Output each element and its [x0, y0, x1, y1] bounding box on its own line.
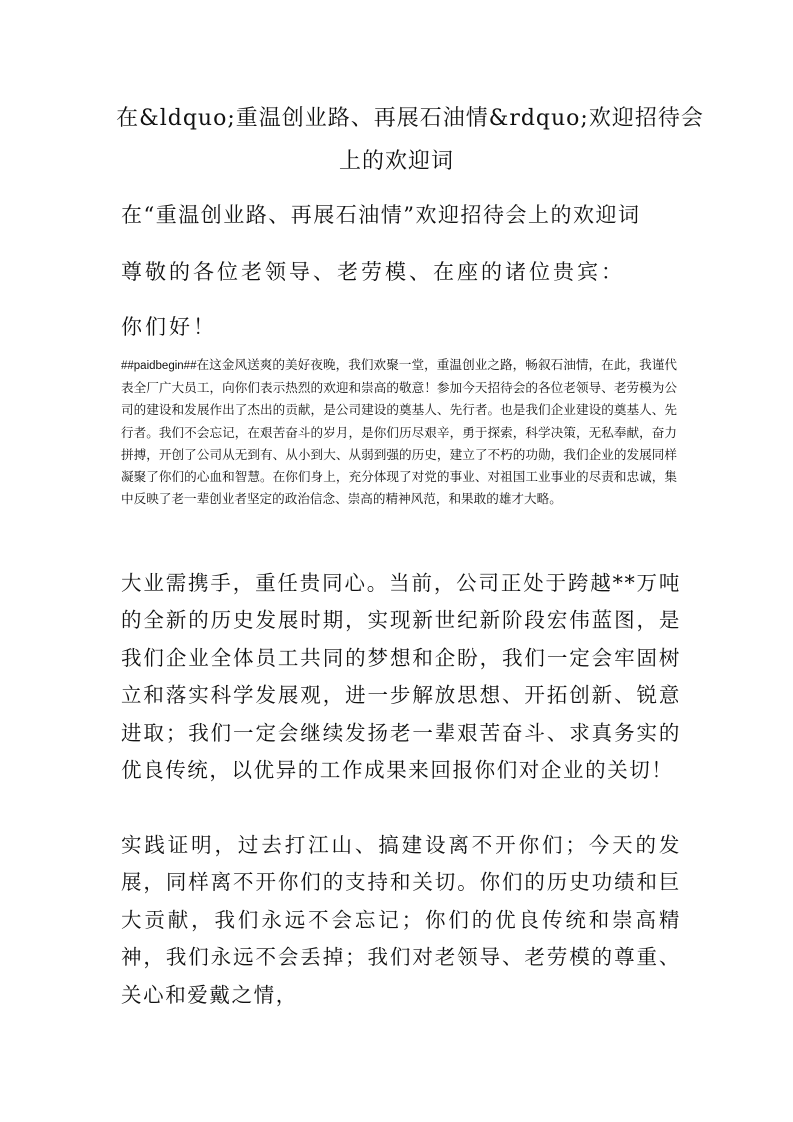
body-paragraph-2: 大业需携手，重任贵同心。当前，公司正处于跨越**万吨的全新的历史发展时期，实现新世纪新阶段宏伟蓝图，是我们企业全体员工共同的梦想和企盼，我们一定会牢固树立和落实科学发展观，进一步解放思想、开拓创新、锐意进取；我们一定会继续发扬老一辈艰苦奋斗、求真务实的优良传统，以优异的工作成果来回报你们对企业的关切！ — [121, 571, 681, 783]
greeting: 你们好！ — [121, 315, 217, 339]
document-title-line-2: 上的欢迎词 — [338, 149, 454, 174]
body-paragraph-1 — [121, 354, 677, 510]
document-title-line-1: 在&ldquo;重温创业路、再展石油情&rdquo;欢迎招待会 — [116, 106, 704, 131]
paid-begin-marker: ##paidbegin## — [121, 360, 197, 372]
body-paragraph-3: 实践证明，过去打江山、搞建设离不开你们；今天的发展，同样离不开你们的支持和关切。你们的历史功绩和巨大贡献，我们永远不会忘记；你们的优良传统和崇高精神，我们永远不会丢掉；我们对老领导、老劳模的尊重、关心和爱戴之情， — [121, 833, 681, 1007]
body-paragraph-1-text: 在这金风送爽的美好夜晚，我们欢聚一堂，重温创业之路，畅叙石油情，在此，我谨代表全厂广大员工，向你们表示热烈的欢迎和崇高的敬意！参加今天招待会的各位老领导、老劳模为公司的建设和发展作出了杰出的贡献，是公司建设的奠基人、先行者。也是我们企业建设的奠基人、先行者。我们不会忘记，在艰苦奋斗的岁月，是你们历尽艰辛，勇于探索，科学决策，无私奉献，奋力拼搏，开创了公司从无到有、从小到大、从弱到强的历史，建立了不朽的功勋，我们企业的发展同样凝聚了你们的心血和智慧。在你们身上，充分体现了对党的事业、对祖国工业事业的尽责和忠诚，集中反映了老一辈创业者坚定的政治信念、崇高的精神风范，和果敢的雄才大略。 — [121, 357, 677, 507]
document-subtitle: 在“重温创业路、再展石油情”欢迎招待会上的欢迎词 — [121, 203, 641, 227]
salutation: 尊敬的各位老领导、老劳模、在座的诸位贵宾： — [121, 260, 625, 284]
